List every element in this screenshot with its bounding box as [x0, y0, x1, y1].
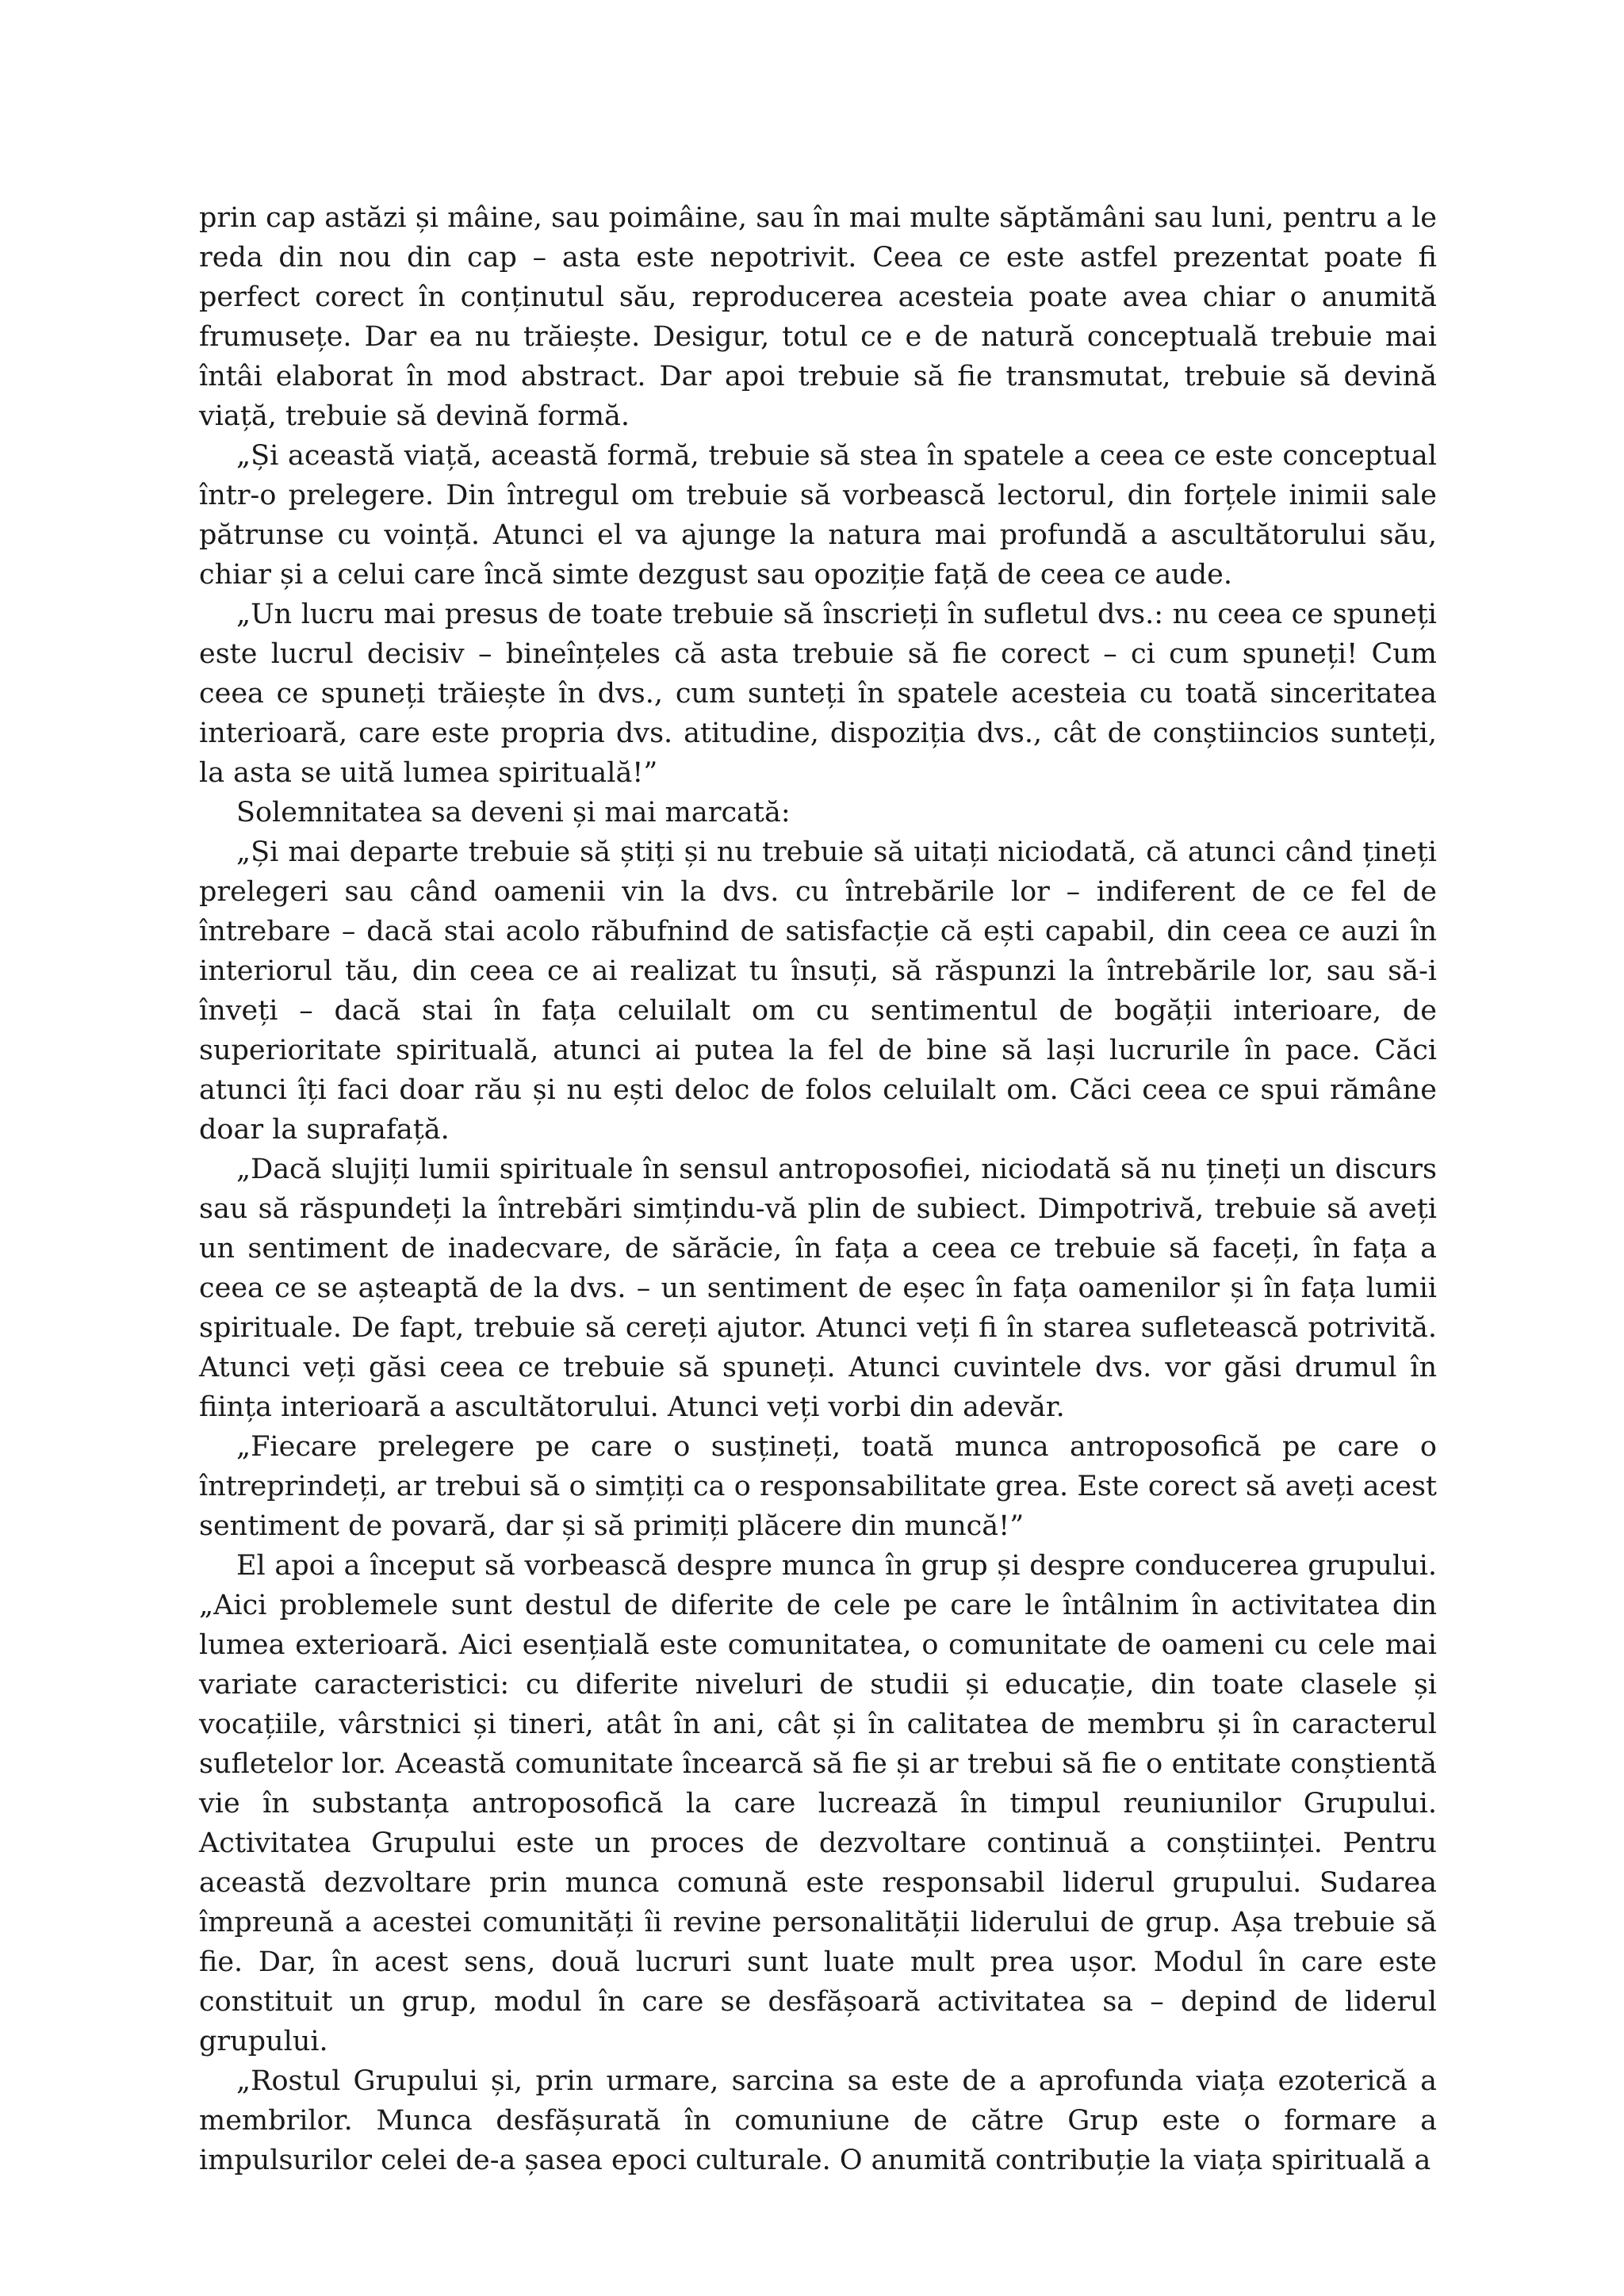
paragraph-9: „Rostul Grupului și, prin urmare, sarcina sa este de a aprofunda viața ezoterică a membrilor. Munca desfășurată în comuniune de către Grup este o formare a impulsurilor celei de-a șasea epoci culturale. O anumită contribuție la viața spirituală a [199, 2065, 1437, 2176]
paragraph-3: „Un lucru mai presus de toate trebuie să înscrieți în sufletul dvs.: nu ceea ce spuneți este lucrul decisiv – bineînțeles că asta trebuie să fie corect – ci cum spuneți! Cum ceea ce spuneți trăiește în dvs., cum sunteți în spatele acesteia cu toată sinceritatea interioară, care este propria dvs. atitudine, dispoziția dvs., cât de conștiincios sunteți, la asta se uită lumea spirituală!” [199, 599, 1437, 789]
paragraph-5: „Și mai departe trebuie să știți și nu trebuie să uitați niciodată, că atunci când țineți prelegeri sau când oamenii vin la dvs. cu întrebările lor – indiferent de ce fel de întrebare – dacă stai acolo răbufnind de satisfacție că ești capabil, din ceea ce auzi în interiorul tău, din ceea ce ai realizat tu însuți, să răspunzi la întrebările lor, sau să-i înveți – dacă stai în fața celuilalt om cu sentimentul de bogății interioare, de superioritate spirituală, atunci ai putea la fel de bine să lași lucrurile în pace. Căci atunci îți faci doar rău și nu ești deloc de folos celuilalt om. Căci ceea ce spui rămâne doar la suprafață. [199, 836, 1437, 1146]
paragraph-6: „Dacă slujiți lumii spirituale în sensul antroposofiei, niciodată să nu țineți un discurs sau să răspundeți la întrebări simțindu-vă plin de subiect. Dimpotrivă, trebuie să aveți un sentiment de inadecvare, de sărăcie, în fața a ceea ce trebuie să faceți, în fața a ceea ce se așteaptă de la dvs. – un sentiment de eșec în fața oamenilor și în fața lumii spirituale. De fapt, trebuie să cereți ajutor. Atunci veți fi în starea sufletească potrivită. Atunci veți găsi ceea ce trebuie să spuneți. Atunci cuvintele dvs. vor găsi drumul în ființa interioară a ascultătorului. Atunci veți vorbi din adevăr. [199, 1154, 1437, 1423]
document-page [199, 198, 1437, 2180]
paragraph-2: „Și această viață, această formă, trebuie să stea în spatele a ceea ce este conceptual într-o prelegere. Din întregul om trebuie să vorbească lectorul, din forțele inimii sale pătrunse cu voință. Atunci el va ajunge la natura mai profundă a ascultătorului său, chiar și a celui care încă simte dezgust sau opoziție față de ceea ce aude. [199, 440, 1437, 591]
paragraph-7: „Fiecare prelegere pe care o susțineți, toată munca antroposofică pe care o întreprindeți, ar trebui să o simțiți ca o responsabilitate grea. Este corect să aveți acest sentiment de povară, dar și să primiți plăcere din muncă!” [199, 1431, 1437, 1542]
paragraph-1: prin cap astăzi și mâine, sau poimâine, sau în mai multe săptămâni sau luni, pentru a le reda din nou din cap – asta este nepotrivit. Ceea ce este astfel prezentat poate fi perfect corect în conținutul său, reproducerea acesteia poate avea chiar o anumită frumusețe. Dar ea nu trăiește. Desigur, totul ce e de natură conceptuală trebuie mai întâi elaborat în mod abstract. Dar apoi trebuie să fie transmutat, trebuie să devină viață, trebuie să devină formă. [199, 202, 1437, 432]
paragraph-4: Solemnitatea sa deveni și mai marcată: [236, 797, 791, 828]
paragraph-8: El apoi a început să vorbească despre munca în grup și despre conducerea grupului. „Aici problemele sunt destul de diferite de cele pe care le întâlnim în activitatea din lumea exterioară. Aici esențială este comunitatea, o comunitate de oameni cu cele mai variate caracteristici: cu diferite niveluri de studii și educație, din toate clasele și vocațiile, vârstnici și tineri, atât în ani, cât și în calitatea de membru și în caracterul sufletelor lor. Această comunitate încearcă să fie și ar trebui să fie o entitate conștientă vie în substanța antroposofică la care lucrează în timpul reuniunilor Grupului. Activitatea Grupului este un proces de dezvoltare continuă a conștiinței. Pentru această dezvoltare prin munca comună este responsabil liderul grupului. Sudarea împreună a acestei comunități îi revine personalității liderului de grup. Așa trebuie să fie. Dar, în acest sens, două lucruri sunt luate mult prea ușor. Modul în care este constituit un grup, modul în care se desfășoară activitatea sa – depind de liderul grupului. [199, 1550, 1437, 2057]
